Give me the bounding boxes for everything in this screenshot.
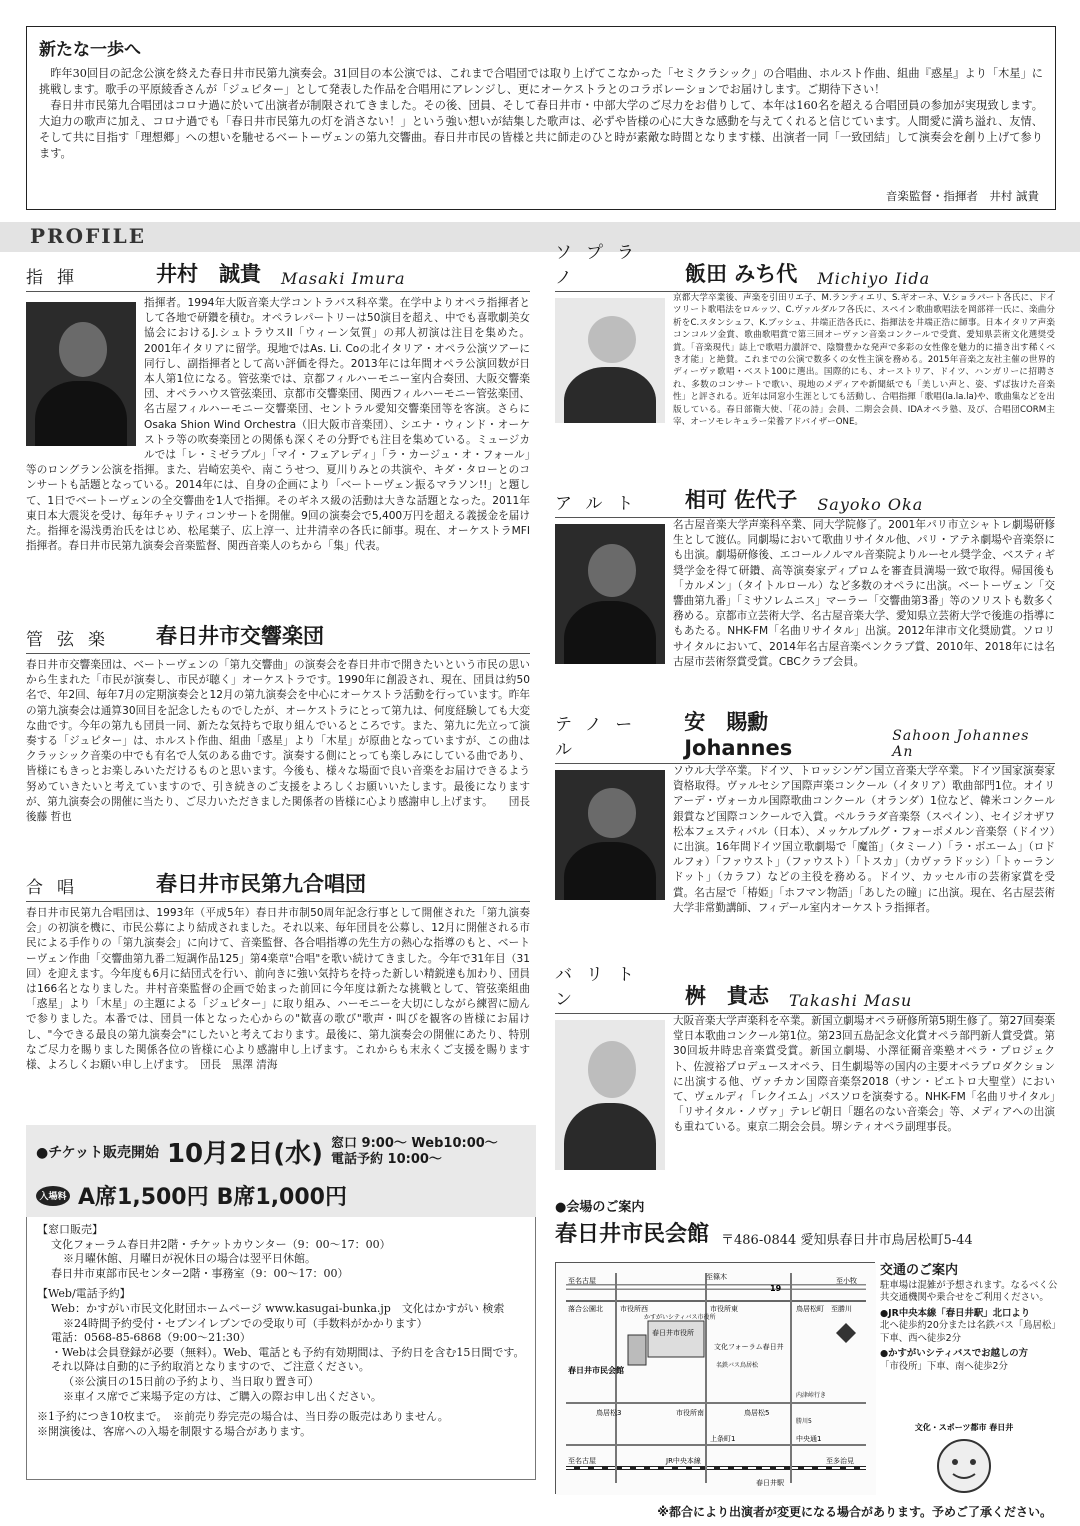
alto-roman: Sayoko Oka: [817, 495, 924, 514]
map-label-22: 内津峠行き: [796, 1392, 827, 1399]
venue-hall: 春日井市民会館: [555, 1222, 710, 1247]
intro-paragraph-2: 春日井市民第九合唱団はコロナ過に於いて出演者が制限されてきました。その後、団員、そして春日井市・中部大学のご尽力をお借りして、本年は160名を超える合唱団員の参加が実現致します。大迫力の歌声に加え、コロナ過でも「春日井市民第九の灯を消さない！」という強い想いが結集した歌声は、必ずや皆様の心に大きな感動を与えてくれると信じています。人間愛に満ち溢れ、友情、そして共に目指す「理想郷」への想いを馳せるベートーヴェンの第九交響曲。春日井市民の皆様と共に師走のひと時が素敵な時間となります様、出演者一同「一致団結」して演奏会を創り上げて参ります。: [39, 99, 1043, 160]
baritone-section: [555, 965, 1055, 1136]
alto-section: [555, 484, 1055, 730]
orchestra-role: 管弦楽: [26, 630, 119, 650]
conductor-section: [26, 258, 530, 554]
soprano-roman: Michiyo Iida: [817, 269, 931, 288]
profile-heading: PROFILE: [30, 224, 146, 248]
traffic-citybus-detail: 「市役所」下車、南へ徒歩2分: [880, 1360, 1008, 1372]
intro-paragraph-1: 昨年30回目の記念公演を終えた春日井市民第九演奏会。31回目の本公演では、これまで合唱団では取り上げてこなかった「セミクラシック」の合唱曲、ホルスト作曲、組曲『惑星』より「木星」に挑戦します。歌手の平原綾香さんが「ジュピター」として発表した作品を合唱用にアレンジし、更にオーケストラとのコラボレーションでお届けします。ご期待下さい！: [39, 67, 1043, 96]
web-line-1[interactable]: Web：かすがい市民文化財団ホームページ www.kasugai-bunka.jp 文化はかすがい 検索: [51, 1301, 505, 1315]
baritone-photo: [555, 1020, 665, 1170]
map-label-11: 鳥居松3: [596, 1409, 622, 1417]
tenor-heading: [555, 710, 1055, 764]
venue-info: [555, 1196, 1055, 1248]
map-label-7: 鳥居松町: [796, 1305, 824, 1313]
mascot-text: 文化・スポーツ都市 春日井: [914, 1423, 1014, 1432]
intro-signature: 音楽監督・指揮者 井村 誠貴: [885, 189, 1039, 203]
phone-line: 電話：0568-85-6868（9:00〜21:30）: [51, 1331, 251, 1345]
map-label-1: 至小牧: [836, 1277, 857, 1285]
map-label-4: 落合公園北: [568, 1305, 603, 1313]
orchestra-bio: 春日井市交響楽団は、ベートーヴェンの「第九交響曲」の演奏会を春日井市で開きたいという市民の思いから生まれた「市民が演奏し、市民が聴く」オーケストラです。1990年に創設され、現在、団員は約50名で、年2回、毎年7月の定期演奏会と12月の第九演奏会を中心にオーケストラ活動を行っています。昨年の第九演奏会は通算30回目を記念したものでしたが、オーケストラにとって第九は、何度経験しても大変な曲です。今年の第九も団員一同、新たな気持ちで取り組んでいるところです。また、第九に先立って演奏する「ジュピター」は、ホルスト作曲、組曲「惑星」より「木星」が原曲となっていますが、この曲はクラッシック音楽の中でも有名で人気のある曲です。演奏する側にとっても楽しみにしている曲であり、皆様にもきっとお楽しみいただけるものと思います。今後も、様々な場面で良い音楽をお届けできるよう努めていきたいと考えていますので、引き続きのご支援をよろしくお願いいたします。最後になりますが、第九演奏会の開催に当たり、ご尽力いただきました関係者の皆様に心より感謝申し上げます。 団長 後藤 哲也: [26, 659, 541, 824]
tenor-photo: [555, 770, 665, 900]
admission-badge: 入場料: [36, 1186, 70, 1206]
profile-bar: [0, 222, 1080, 252]
window-sales-1: 文化フォーラム春日井2階・チケットカウンター（9：00〜17：00）: [51, 1237, 391, 1251]
tenor-roman: Sahoon Johannes An: [892, 728, 1030, 760]
orchestra-section: [26, 620, 541, 825]
baritone-roman: Takashi Masu: [789, 991, 913, 1010]
traffic-parking: 駐車場は混雑が予想されます。なるべく公共交通機関や乗合せをご利用ください。: [880, 1279, 1058, 1303]
ticket-sale-date: 10月2日(水): [166, 1139, 324, 1169]
map-label-13: 鳥居松5: [744, 1409, 770, 1417]
footnote: ※都合により出演者が変更になる場合があります。予めご了承ください。: [657, 1505, 1052, 1519]
traffic-jr: ●JR中央本線「春日井駅」北口より: [880, 1307, 1031, 1319]
alto-bio: 名古屋音楽大学声楽科卒業、同大学院修了。2001年パリ市立シャトレ劇場研修生として渡仏。同劇場において歌曲リサイタル他、パリ・アテネ劇場や音楽祭にも出演。劇場研修後、エコールノルマル音楽院よりルーセル奨学金、ベスティギ奨学金を得て研鑽、高等演奏家ディプロムを審査員満場一致で取得。帰国後も「カルメン」（タイトルロール）など多数のオペラに出演。ベートーヴェン「交響曲第九番」「ミサソレムニス」マーラー「交響曲第3番」等のソリストも数多く務める。京都市立芸術大学、名古屋音楽大学、愛知県立芸術大学で後進の指導にもあたる。NHK-FM「名曲リサイタル」出演。2012年津市文化奨励賞。ソロリサイタルにおいて、2014年名古屋音楽ペンクラブ賞、2010年、2018年には名古屋市芸術祭賞受賞。CBCクラブ会員。: [673, 519, 1055, 668]
ticket-note-2: ※開演後は、客席への入場を制限する場合があります。: [37, 1424, 312, 1438]
intro-title: 新たな一歩へ: [39, 40, 141, 60]
ticket-header: [26, 1125, 536, 1217]
traffic-info: [880, 1265, 1058, 1373]
baritone-bio-wrap: [555, 1014, 1055, 1136]
soprano-heading: [555, 243, 1055, 292]
alto-bio-wrap: [555, 518, 1055, 670]
map-label-23: 勝川5: [796, 1418, 812, 1425]
soprano-name: 飯田 みち代: [685, 262, 798, 286]
web-line-4: ・Webは会員登録が必要（無料）。Web、電話とも予約有効期間は、予約日を含む15日間です。それ以降は自動的に予約取消となりますので、ご注意ください。: [51, 1345, 525, 1374]
baritone-name: 桝 貴志: [685, 984, 769, 1008]
web-line-2: ※24時間予約受付・セブンイレブンでの受取り可（手数料がかかります）: [63, 1316, 428, 1330]
map-label-8: 春日井市役所: [652, 1329, 694, 1337]
conductor-roman: Masaki Imura: [281, 269, 406, 288]
web-title: 【Web/電話予約】: [37, 1287, 131, 1301]
map-label-14: 上条町1: [710, 1435, 736, 1443]
map-label-12: 市役所南: [676, 1409, 704, 1417]
conductor-photo: [26, 302, 136, 446]
map-label-10: 春日井市民会館: [568, 1366, 624, 1375]
ticket-box: [26, 1125, 536, 1480]
web-line-6: ※車イス席でご来場予定の方は、ご購入の際お申し出ください。: [63, 1389, 382, 1403]
baritone-heading: [555, 965, 1055, 1014]
traffic-jr-detail: 北へ徒歩約20分または名鉄バス「鳥居松」下車、西へ徒歩2分: [880, 1320, 1056, 1344]
map-svg: [556, 1263, 876, 1495]
baritone-bio: 大阪音楽大学声楽科を卒業。新国立劇場オペラ研修所第5期生修了。第27回奏楽堂日本歌曲コンクール第1位。第23回五島記念文化賞オペラ部門新人賞受賞。第30回坂井時忠音楽賞受賞。新国立劇場、小澤征爾音楽塾オペラ・プロジェクト、佐渡裕プロデュースオペラ、日生劇場等の国内の主要オペラプロダクションに出演する他、ヴァチカン国際音楽祭2018（サン・ピエトロ大聖堂）において、ヴェルディ「レクイエム」バスソロを演奏する。NHK-FM「名曲リサイタル」「リサイタル・ノヴァ」テレビ朝日「題名のない音楽会」等、メディアへの出演も重ねている。東京二期会会員。堺シティオペラ副理事長。: [673, 1015, 1055, 1134]
ticket-sale-label: ●チケット販売開始: [36, 1144, 159, 1161]
soprano-section: [555, 243, 1055, 484]
tenor-role: テノール: [555, 715, 647, 760]
ticket-details: [26, 1217, 536, 1480]
map-label-18: 至多治見: [826, 1457, 854, 1465]
map-label-5: 市役所西: [620, 1305, 648, 1313]
conductor-bio: 指揮者。1994年大阪音楽大学コントラバス科卒業。在学中よりオペラ指揮者として各地で研鑽を積む。オペラレパートリーは50演目を超え、中でも喜歌劇美女協会におけるJ.シュトラウスII「ウィーン気質」の邦人初演は注目を集めた。2001年イタリアに留学。現地ではAs. Li. Coの北イタリア・オペラ公演ツアーに同行し、副指揮者として高い評価を得た。2013年には年間オペラ公演回数が日本人第1位になる。管弦楽では、京都フィルハーモニー室内合奏団、大阪交響楽団、オペラハウス管弦楽団、京都市交響楽団、関西フィルハーモニー管弦楽団、名古屋フィルハーモニー交響楽団、セントラル愛知交響楽団等を客演。さらにOsaka Shion Wind Orchestra（旧大阪市音楽団）、シエナ・ウィンド・オーケストラ等の吹奏楽団との関係も深くその分野でも注目を集めている。ミュージカルでは「レ・ミゼラブル」「マイ・フェアレディ」「ラ・カージュ・オ・フォール」等のロングラン公演を指揮。また、岩崎宏美や、南こうせつ、夏川りみとの共演や、キダ・タローとのコンサートも話題となっている。2014年には、自身の企画により「ベートーヴェン振るマラソン!!」と題して、1日でベートーヴェンの全交響曲を1人で指揮。そのギネス級の活動は大きな話題となった。2011年東日本大震災を受け、毎年チャリティコンサートを開催。9回の演奏会で5,400万円を超える義援金を届けた。指揮を湯浅勇治氏をはじめ、松尾葉子、広上淳一、辻井清幸の各氏に師事。現在、オーケストラMFI指揮者。春日井市民第九演奏会音楽監督、関西音楽人のちから「集」代表。: [26, 297, 530, 553]
map-label-6: 市役所東: [710, 1305, 738, 1313]
ticket-times-2: 電話予約 10:00〜: [331, 1151, 442, 1167]
choir-bio: 春日井市民第九合唱団は、1993年（平成5年）春日井市制50周年記念行事として開催された「第九演奏会」の初演を機に、市民公募により結成されました。それ以来、毎年団員を公募し、12月に開催される市民による手作りの「第九演奏会」に向けて、音楽監督、各合唱指導の先生方の熱心な指導のもと、ベートーヴェン作曲「交響曲第九番二短調作品125」第4楽章"合唱"を歌い続けてきました。今年で31年目（31回）を迎えます。今年度も6月に結団式を行い、前向きに強い気持ちを持った新しい精鋭達も加わり、団員は166名となりました。井村音楽監督の企画で始まった前回に今年度は新たな挑戦として、管弦楽組曲「惑星」より「木星」の主題による「ジュピター」に取り組み、ハーモニーを大切にしながら練習に励んで参りました。本番では、団員一体となった心からの"歓喜の歌び"歌声・叫びを観客の皆様にお届けし、"今できる最良の第九演奏会"にしたいと考えております。最後に、第九演奏会の開催にあたり、特別なご尽力を賜りました関係各位の皆様に心より感謝申し上げます。これからも末永くご支援を賜ります様、よろしくお願い申し上げます。 団長 黒澤 清海: [26, 907, 530, 1072]
tenor-bio-wrap: [555, 764, 1055, 916]
soprano-bio-wrap: [555, 292, 1055, 428]
traffic-title: 交通のご案内: [880, 1263, 959, 1278]
window-sales-title: 【窓口販売】: [37, 1223, 103, 1236]
map-label-19: 19: [770, 1284, 782, 1293]
conductor-name: 井村 誠貴: [156, 262, 261, 286]
window-sales-3: 春日井市東部市民センター2階・事務室（9：00〜17：00）: [51, 1266, 349, 1280]
ticket-times-1: 窓口 9:00〜 Web10:00〜: [331, 1135, 498, 1151]
soprano-bio: 京都大学卒業後、声楽を引田リエ子、M.ランティエリ、S.ギオーネ、V.ショラパート各氏に、ドイツリート歌唱法をロルッツ、C.ヴァルダルフ各氏に、スペイン歌曲歌唱法を岡部祥一氏に、楽曲分析をC.スタンシュフ、K.ブッシュ、井端正浩各氏に、指揮法を井端正浩に師事。日本イタリア声楽コンコルソ金賞、歌曲歌唱賞で第三回オーヴァン音楽コンクールで受賞、愛知県芸術文化選奨受賞。「音楽現代」誌上で歌唱力讃評で、陰翳豊かな発声で多彩の女性像を魅力的に描き出す稀くべき才能」と絶賛。これまでの公演で数多くの女性主演を務める。2015年音楽之友社主催の世界的ディーヴァ歌唱・ベスト100に選出。国際的にも、オーストリア、ドイツ、ハンガリーに招聘され、多数のコンサートで歌い、現地のメディアや新聞紙でも「美しい声と、姿、ずば抜けた音楽性」と評される。近年は同窓小生涯としても活動し、合唱指揮「歌唱(la.la.la)や、歌曲集などを出版している。春日部衛大使、「花の詩」会員、二期会会員、IDAオペラ塾、及び、合唱団CORM主宰、オーソモレキュラー栄養アドバイザーONE。: [673, 293, 1055, 428]
orchestra-heading: [26, 620, 530, 654]
tenor-bio: ソウル大学卒業。ドイツ、トロッシンゲン国立音楽大学卒業。ドイツ国家演奏家資格取得。ヴァルセシア国際声楽コンクール（イタリア）歌曲部門1位。オイリアーデ・ヴォーカル国際歌曲コンクール（オランダ）1位など、韓米コンクール銀賞など国際コンクールで入賞。ペルララダ音楽祭（スペイン）、セイジオザワ松本フェスティバル（日本）、メッケルブルグ・フォーポメルン音楽祭（ドイツ）に出演。16年間ドイツ国立歌劇場で「魔笛」（タミーノ）「ラ・ボエーム」（ロドルフォ）「ファウスト」（ファウスト）「トスカ」（カヴァラドッシ）「トゥーランドット」（カラフ）などの主役を務める。ドイツ、カッセル市の芸術家賞を受賞。名古屋で「椿姫」「ホフマン物語」「あしたの瞳」に出演。現在、名古屋芸術大学非常勤講師、フィデール室内オーケストラ指揮者。: [673, 765, 1055, 914]
map-label-16: JR中央本線: [666, 1457, 701, 1465]
venue-label: ●会場のご案内: [555, 1200, 645, 1215]
ticket-note-1: ※1予約につき10枚まで。 ※前売り券完売の場合は、当日券の販売はありません。: [37, 1410, 449, 1424]
alto-name: 相可 佐代子: [685, 488, 798, 512]
traffic-citybus: ●かすがいシティバスでお越しの方: [880, 1348, 1029, 1359]
conductor-heading: [26, 258, 530, 292]
map-label-0: 至名古屋: [568, 1277, 596, 1285]
alto-role: アルト: [555, 494, 648, 514]
web-line-5: （※公演日の15日前の予約より、当日取り置き可）: [63, 1374, 319, 1388]
map-label-24: 至名古屋: [568, 1457, 596, 1465]
conductor-bio-wrap: [26, 296, 530, 554]
map-label-17: 春日井駅: [756, 1479, 784, 1487]
map-label-21: かすがいシティバス市役所: [644, 1314, 716, 1321]
conductor-role: 指揮: [26, 268, 88, 288]
tenor-section: [555, 710, 1055, 980]
window-sales-2: ※月曜休館、月曜日が祝休日の場合は翌平日休館。: [63, 1252, 316, 1266]
choir-section: [26, 868, 530, 1073]
map-label-15: 中央通1: [796, 1435, 822, 1443]
choir-name: 春日井市民第九合唱団: [156, 872, 366, 896]
venue-address: 〒486-0844 愛知県春日井市鳥居松町5-44: [721, 1233, 973, 1248]
choir-role: 合唱: [26, 878, 88, 898]
map-label-3: 至勝川: [831, 1305, 852, 1313]
venue-map: [555, 1262, 875, 1494]
mascot-logo: [905, 1410, 1023, 1506]
alto-heading: [555, 484, 1055, 518]
right-column: [555, 243, 1055, 1174]
price-b: B席1,000円: [216, 1185, 347, 1210]
intro-box: [26, 26, 1056, 210]
map-label-2: 至篠木: [706, 1273, 727, 1281]
soprano-role: ソプラノ: [555, 243, 648, 288]
baritone-role: バリトン: [555, 965, 648, 1010]
choir-heading: [26, 868, 530, 902]
tenor-name: 安 賜勳 Johannes: [684, 710, 793, 760]
map-label-9: 文化フォーラム春日井: [714, 1343, 784, 1351]
orchestra-name: 春日井市交響楽団: [156, 624, 324, 648]
price-a: A席1,500円: [78, 1185, 209, 1210]
soprano-photo: [555, 298, 665, 423]
alto-photo: [555, 524, 665, 664]
map-label-20: 名鉄バス鳥居松: [716, 1362, 759, 1369]
